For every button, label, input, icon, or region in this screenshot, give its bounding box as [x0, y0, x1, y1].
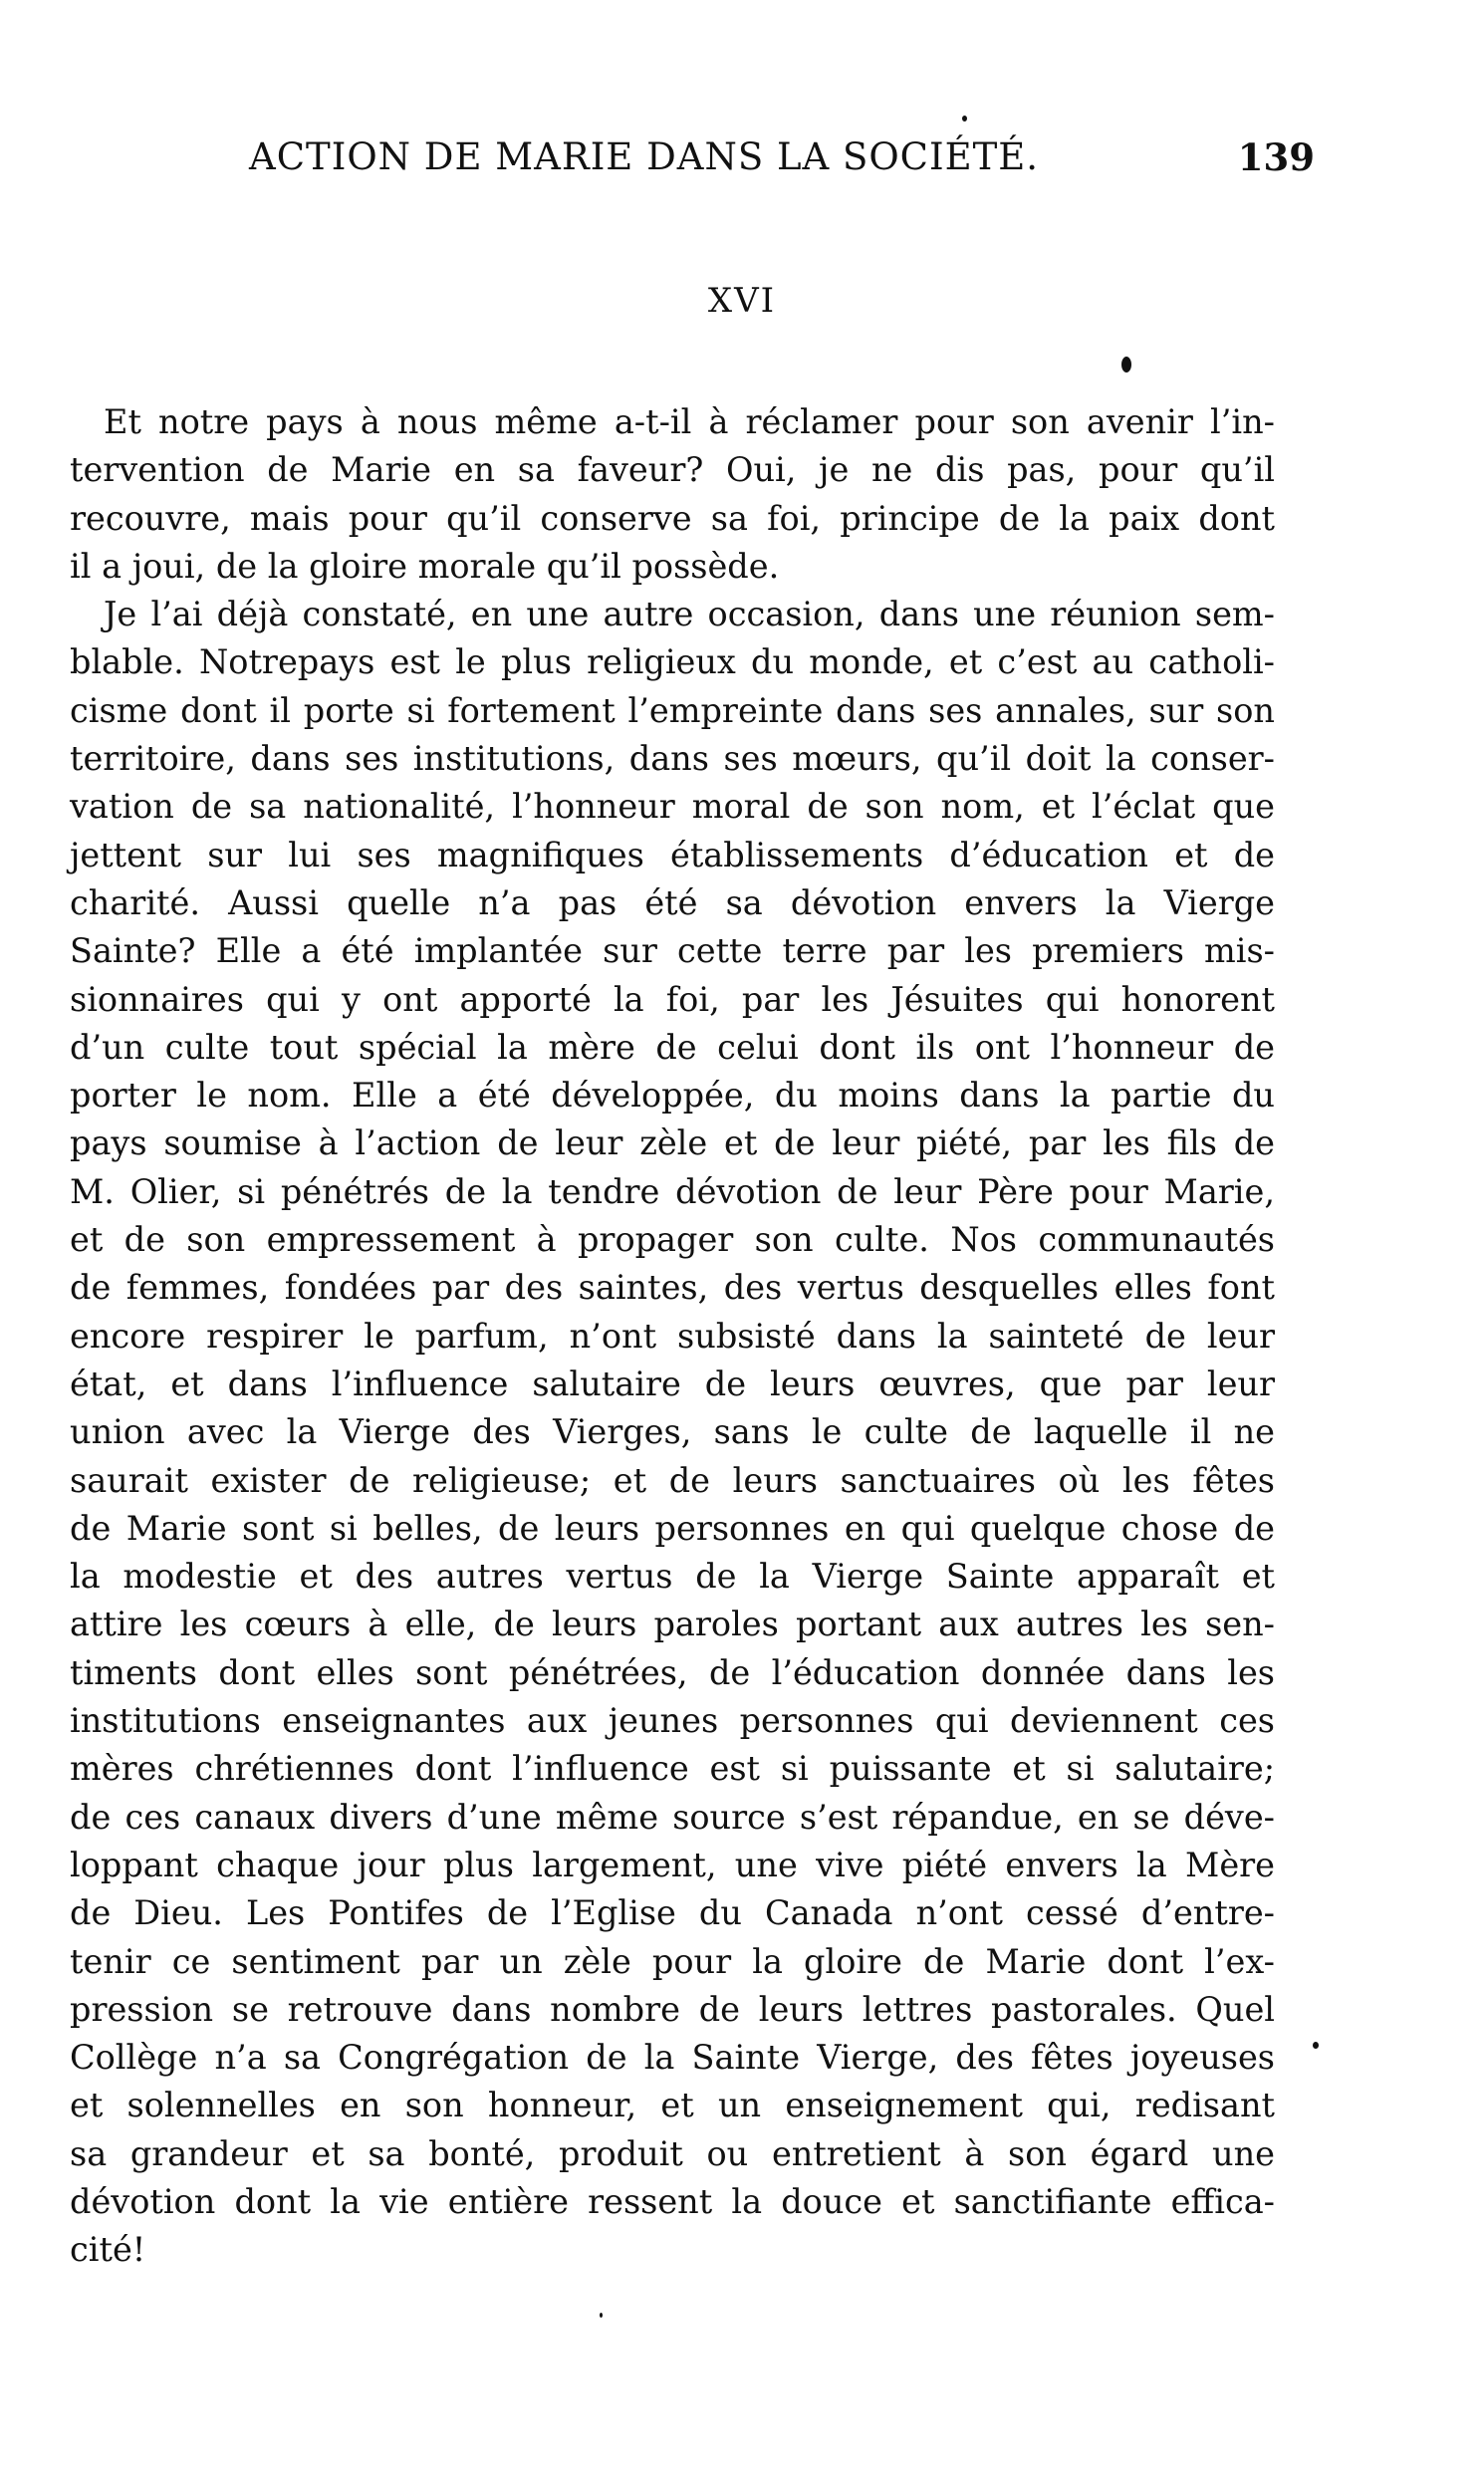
text-line: Et notre pays à nous même a-t-il à réclamer pour son avenir l’in-: [104, 402, 1275, 441]
text-line: encore respirer le parfum, n’ont subsisté dans la sainteté de leur: [70, 1316, 1275, 1356]
section-heading: XVI: [707, 281, 777, 321]
text-line: pression se retrouve dans nombre de leurs lettres pastorales. Quel: [70, 1989, 1275, 2029]
text-line: d’un culte tout spécial la mère de celui dont ils ont l’honneur de: [70, 1027, 1275, 1067]
text-line: tervention de Marie en sa faveur? Oui, je ne dis pas, pour qu’il: [70, 450, 1275, 490]
text-line: M. Olier, si pénétrés de la tendre dévotion de leur Père pour Marie,: [70, 1171, 1275, 1211]
print-speck: [1121, 357, 1131, 372]
text-line: cité!: [70, 2230, 146, 2270]
text-line: et de son empressement à propager son culte. Nos communautés: [70, 1220, 1275, 1260]
text-line: il a joui, de la gloire morale qu’il possède.: [70, 546, 780, 586]
text-line: timents dont elles sont pénétrées, de l’éducation donnée dans les: [70, 1652, 1275, 1692]
text-line: cisme dont il porte si fortement l’empreinte dans ses annales, sur son: [70, 690, 1275, 730]
text-line: jettent sur lui ses magnifiques établissements d’éducation et de: [70, 835, 1275, 874]
text-line: dévotion dont la vie entière ressent la douce et sanctifiante effica-: [70, 2181, 1275, 2221]
text-line: institutions enseignantes aux jeunes personnes qui deviennent ces: [70, 1701, 1275, 1741]
text-line: sa grandeur et sa bonté, produit ou entretient à son égard une: [70, 2133, 1275, 2173]
print-speck: [962, 116, 967, 122]
body-text: [70, 398, 1275, 2275]
text-line: la modestie et des autres vertus de la Vierge Sainte apparaît et: [70, 1557, 1275, 1597]
print-speck: [1313, 2042, 1319, 2049]
text-line: territoire, dans ses institutions, dans ses mœurs, qu’il doit la conser-: [70, 739, 1275, 779]
text-line: union avec la Vierge des Vierges, sans le culte de laquelle il ne: [70, 1412, 1275, 1452]
text-line: charité. Aussi quelle n’a pas été sa dévotion envers la Vierge: [70, 882, 1275, 922]
text-line: de ces canaux divers d’une même source s’est répandue, en se déve-: [70, 1797, 1275, 1837]
text-line: Je l’ai déjà constaté, en une autre occasion, dans une réunion sem-: [104, 595, 1275, 634]
text-line: état, et dans l’influence salutaire de leurs œuvres, que par leur: [70, 1364, 1275, 1403]
text-line: de femmes, fondées par des saintes, des vertus desquelles elles font: [70, 1268, 1275, 1308]
running-title: ACTION DE MARIE DANS LA SOCIÉTÉ.: [249, 135, 1040, 178]
text-line: de Marie sont si belles, de leurs personnes en qui quelque chose de: [70, 1508, 1275, 1548]
text-line: de Dieu. Les Pontifes de l’Eglise du Canada n’ont cessé d’entre-: [70, 1893, 1275, 1933]
text-line: pays soumise à l’action de leur zèle et de leur piété, par les fils de: [70, 1123, 1275, 1163]
text-line: blable. Notrepays est le plus religieux du monde, et c’est au catholi-: [70, 642, 1275, 682]
text-line: et solennelles en son honneur, et un enseignement qui, redisant: [70, 2086, 1275, 2125]
text-line: Sainte? Elle a été implantée sur cette terre par les premiers mis-: [70, 931, 1275, 971]
page-number: 139: [1237, 135, 1315, 179]
paragraph: [70, 591, 1275, 2274]
text-line: Collège n’a sa Congrégation de la Sainte Vierge, des fêtes joyeuses: [70, 2038, 1275, 2078]
text-line: mères chrétiennes dont l’influence est si puissante et si salutaire;: [70, 1749, 1275, 1789]
text-line: saurait exister de religieuse; et de leurs sanctuaires où les fêtes: [70, 1460, 1275, 1500]
print-speck: [600, 2313, 603, 2318]
text-line: vation de sa nationalité, l’honneur moral de son nom, et l’éclat que: [70, 787, 1275, 827]
text-line: tenir ce sentiment par un zèle pour la gloire de Marie dont l’ex-: [70, 1941, 1275, 1981]
text-line: porter le nom. Elle a été développée, du moins dans la partie du: [70, 1076, 1275, 1116]
text-line: recouvre, mais pour qu’il conserve sa foi, principe de la paix dont: [70, 498, 1275, 538]
paragraph: [70, 398, 1275, 591]
running-header: [70, 135, 1315, 191]
text-line: sionnaires qui y ont apporté la foi, par les Jésuites qui honorent: [70, 979, 1275, 1019]
text-line: loppant chaque jour plus largement, une vive piété envers la Mère: [70, 1845, 1275, 1884]
text-line: attire les cœurs à elle, de leurs paroles portant aux autres les sen-: [70, 1605, 1275, 1644]
